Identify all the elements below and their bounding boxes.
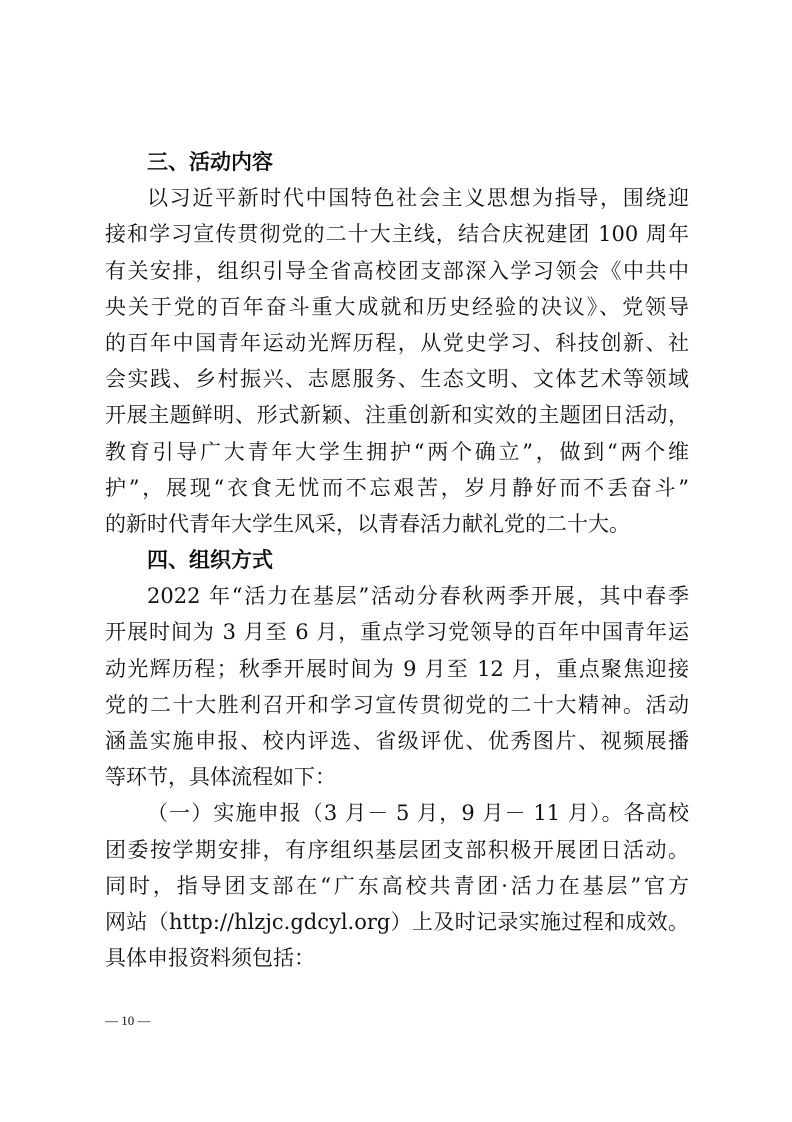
paragraph-line: 开展时间为 3 月至 6 月，重点学习党领导的百年中国青年运 [105, 620, 689, 645]
paragraph-line: 开展主题鲜明、形式新颖、注重创新和实效的主题团日活动， [105, 403, 689, 428]
paragraph-line: 以习近平新时代中国特色社会主义思想为指导，围绕迎 [147, 186, 689, 211]
paragraph-line: （一）实施申报（3 月－ 5 月，9 月－ 11 月）。各高校 [147, 801, 689, 826]
paragraph-line: 的新时代青年大学生风采，以青春活力献礼党的二十大。 [105, 511, 630, 536]
paragraph-line: 有关安排，组织引导全省高校团支部深入学习领会《中共中 [105, 258, 689, 283]
section-heading-activity-content: 三、活动内容 [147, 150, 273, 174]
paragraph-line: 涵盖实施申报、校内评选、省级评优、优秀图片、视频展播 [105, 729, 689, 753]
paragraph-line: 网站（http://hlzjc.gdcyl.org）上及时记录实施过程和成效。 [105, 909, 689, 934]
paragraph-line: 党的二十大胜利召开和学习宣传贯彻党的二十大精神。活动 [105, 692, 689, 717]
paragraph-line: 会实践、乡村振兴、志愿服务、生态文明、文体艺术等领域 [105, 367, 689, 392]
section-heading-organization: 四、组织方式 [147, 548, 273, 573]
paragraph-line: 教育引导广大青年大学生拥护“两个确立”，做到“两个维 [105, 439, 689, 464]
paragraph-line: 2022 年“活力在基层”活动分春秋两季开展，其中春季 [147, 584, 689, 609]
paragraph-line: 动光辉历程；秋季开展时间为 9 月至 12 月，重点聚焦迎接 [105, 656, 689, 681]
paragraph-line: 接和学习宣传贯彻党的二十大主线，结合庆祝建团 100 周年 [105, 222, 689, 247]
paragraph-line: 央关于党的百年奋斗重大成就和历史经验的决议》、党领导 [105, 294, 689, 319]
document-body [105, 144, 689, 976]
page-number: — 10 — [105, 1013, 151, 1028]
paragraph-line: 具体申报资料须包括： [105, 946, 315, 971]
paragraph-line: 的百年中国青年运动光辉历程，从党史学习、科技创新、社 [105, 330, 689, 355]
paragraph-line: 团委按学期安排，有序组织基层团支部积极开展团日活动。 [105, 837, 689, 862]
paragraph-line: 护”，展现“衣食无忧而不忘艰苦，岁月静好而不丢奋斗” [105, 475, 689, 500]
paragraph-line: 等环节，具体流程如下： [105, 765, 336, 790]
paragraph-line: 同时，指导团支部在“广东高校共青团·活力在基层”官方 [105, 873, 689, 898]
